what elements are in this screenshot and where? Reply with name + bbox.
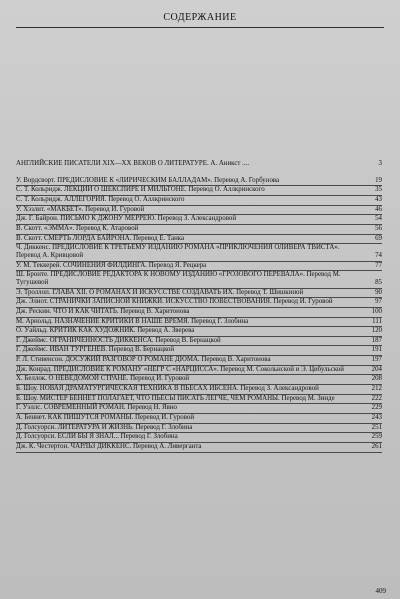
toc-entry-page: 69 <box>375 234 382 242</box>
page-number: 409 <box>375 587 386 595</box>
toc-entry <box>16 404 382 414</box>
toc-entry-page: 208 <box>371 375 382 383</box>
toc-entry-page: 35 <box>375 186 382 194</box>
toc-entry-page: 243 <box>371 414 382 422</box>
toc-entry-page: 85 <box>375 278 382 286</box>
table-of-contents <box>16 160 382 453</box>
toc-entry-title: А. Беннет. КАК ПИШУТСЯ РОМАНЫ. Перевод И. Гуровой <box>16 414 195 422</box>
toc-entry-page: 90 <box>375 288 382 296</box>
toc-entry <box>16 244 382 261</box>
toc-entry <box>16 424 382 434</box>
toc-entry-page: 111 <box>372 317 382 325</box>
toc-entry <box>16 186 382 196</box>
toc-entry-page: 204 <box>371 365 382 373</box>
toc-entry-page: 120 <box>371 327 382 335</box>
toc-entry-title: Х. Беллок. О НЕВЕДОМОЙ СТРАНЕ. Перевод И. Гуровой <box>16 375 190 383</box>
toc-entry-title: У. М. Теккерей. СОЧИНЕНИЯ ФИЛДИНГА. Перевод Я. Рецкера <box>16 261 207 269</box>
toc-entry-title: С. Т. Кольридж. ЛЕКЦИИ О ШЕКСПИРЕ И МИЛЬТОНЕ. Перевод О. Аллкринского <box>16 186 265 194</box>
toc-entry-title: Д. Голсуорси. ЛИТЕРАТУРА И ЖИЗНЬ. Перевод Г. Злобина <box>16 423 193 431</box>
toc-entry-page: 191 <box>371 346 382 354</box>
toc-entry-page: 74 <box>375 251 382 259</box>
toc-entry <box>16 337 382 347</box>
toc-entry <box>16 262 382 272</box>
toc-entry-page: 46 <box>375 205 382 213</box>
toc-entry-title: Д. Голсуорси. ЕСЛИ БЫ Я ЗНАЛ... Перевод Г. Злобина <box>16 433 178 441</box>
toc-entry <box>16 327 382 337</box>
toc-entry-title: О. Уайльд. КРИТИК КАК ХУДОЖНИК. Перевод А. Зверева <box>16 327 195 335</box>
toc-entry-title: Р. Л. Стивенсон. ДОСУЖИЙ РАЗГОВОР О РОМАНЕ ДЮМА. Перевод В. Харитонова <box>16 356 271 364</box>
toc-entry-title: Дж. Рескин. ЧТО И КАК ЧИТАТЬ. Перевод В. Харитонова <box>16 307 190 315</box>
toc-entry-page: 56 <box>375 224 382 232</box>
toc-entry-page: 187 <box>371 336 382 344</box>
toc-entry <box>16 225 382 235</box>
toc-entry <box>16 346 382 356</box>
toc-entry-title: АНГЛИЙСКИЕ ПИСАТЕЛИ XIX—XX ВЕКОВ О ЛИТЕРАТУРЕ. А. Аникст .... <box>16 160 250 167</box>
toc-entry <box>16 206 382 216</box>
toc-entry-title: Дж. К. Честертон. ЧАРЛЬЗ ДИККЕНС. Перевод А. Ливерганта <box>16 443 202 451</box>
toc-entry <box>16 298 382 308</box>
toc-entry <box>16 289 382 299</box>
toc-entry-title: Б. Шоу. НОВАЯ ДРАМАТУРГИЧЕСКАЯ ТЕХНИКА В ПЬЕСАХ ИБСЕНА. Перевод З. Александровой <box>16 385 319 393</box>
toc-entry-page: 19 <box>375 176 382 184</box>
toc-entry-title: У. Хэзлит. «МАКБЕТ». Перевод И. Гуровой <box>16 205 145 213</box>
toc-entry-title: У. Вордсворт. ПРЕДИСЛОВИЕ К «ЛИРИЧЕСКИМ БАЛЛАДАМ». Перевод А. Горбунова <box>16 176 280 184</box>
toc-entry <box>16 443 382 453</box>
toc-entry <box>16 414 382 424</box>
toc-entry-title: Дж. Элиот. СТРАНИЧКИ ЗАПИСНОЙ КНИЖКИ. ИСКУССТВО ПОВЕСТВОВАНИЯ. Перевод И. Гуровой <box>16 298 333 306</box>
contents-heading: СОДЕРЖАНИЕ <box>163 12 237 23</box>
toc-entry-title: Ч. Диккенс. ПРЕДИСЛОВИЕ К ТРЕТЬЕМУ ИЗДАНИЮ РОМАНА «ПРИКЛЮЧЕНИЯ ОЛИВЕРА ТВИСТА». Перевод А. Кривцовой <box>16 244 340 259</box>
toc-entry <box>16 395 382 405</box>
toc-entry-title: Дж. Г. Байрон. ПИСЬМО К ДЖОНУ МЕРРЕЮ. Перевод З. Александровой <box>16 215 237 223</box>
toc-entry-title: Ш. Бронте. ПРЕДИСЛОВИЕ РЕДАКТОРА К НОВОМУ ИЗДАНИЮ «ГРОЗОВОГО ПЕРЕВАЛА». Перевод М. Тугушевой <box>16 271 341 286</box>
toc-entry-page: 54 <box>375 215 382 223</box>
toc-entry <box>16 318 382 328</box>
toc-entry-title: Б. Шоу. МИСТЕР БЕННЕТ ПОЛАГАЕТ, ЧТО ПЬЕСЫ ПИСАТЬ ЛЕГЧЕ, ЧЕМ РОМАНЫ. Перевод М. Зинде <box>16 394 335 402</box>
toc-entry-page: 229 <box>371 404 382 412</box>
toc-entry-page: 100 <box>371 307 382 315</box>
toc-entry <box>16 196 382 206</box>
toc-entry-page: 97 <box>375 298 382 306</box>
toc-entry <box>16 308 382 318</box>
toc-entry <box>16 160 382 169</box>
toc-entry <box>16 366 382 376</box>
toc-entry-title: М. Арнольд. НАЗНАЧЕНИЕ КРИТИКИ В НАШЕ ВРЕМЯ. Перевод Г. Злобина <box>16 317 249 325</box>
toc-entry <box>16 385 382 395</box>
toc-entry-page: 251 <box>371 423 382 431</box>
toc-entry <box>16 356 382 366</box>
toc-entry-title: Г. Джеймс. ОГРАНИЧЕННОСТЬ ДИККЕНСА. Перевод В. Бернацкой <box>16 336 221 344</box>
toc-entry <box>16 235 382 245</box>
toc-entry-title: В. Скотт. СМЕРТЬ ЛОРДА БАЙРОНА. Перевод Е. Танка <box>16 234 185 242</box>
toc-entry-page: 222 <box>371 394 382 402</box>
toc-entry <box>16 375 382 385</box>
toc-entry-title: Г. Джеймс. ИВАН ТУРГЕНЕВ. Перевод В. Бернацкой <box>16 346 175 354</box>
toc-entry-title: Э. Троллоп. ГЛАВА XII. О РОМАНАХ И ИСКУССТВЕ СОЗДАВАТЬ ИХ. Перевод Т. Шишкиной <box>16 288 304 296</box>
toc-entry <box>16 215 382 225</box>
toc-entry-page: 259 <box>371 433 382 441</box>
toc-entry-title: С. Т. Кольридж. АЛЛЕГОРИЯ. Перевод О. Аллкринского <box>16 195 185 203</box>
toc-entry-title: Дж. Конрад. ПРЕДИСЛОВИЕ К РОМАНУ «НЕГР С «НАРЦИССА». Перевод М. Сокольнской и Э. Цибульской <box>16 365 344 373</box>
toc-entry-page: 77 <box>375 261 382 269</box>
heading-rule <box>16 27 384 28</box>
toc-entry-page: 212 <box>371 385 382 393</box>
toc-entry-page: 3 <box>378 160 382 167</box>
toc-entry <box>16 433 382 443</box>
toc-entry-page: 197 <box>371 356 382 364</box>
toc-entry-title: Г. Уэллс. СОВРЕМЕННЫЙ РОМАН. Перевод Н. Явно <box>16 404 177 412</box>
toc-entry-title: В. Скотт. «ЭММА». Перевод К. Атаровой <box>16 224 139 232</box>
toc-entry <box>16 271 382 288</box>
toc-entry <box>16 177 382 187</box>
toc-entry-page: 43 <box>375 195 382 203</box>
toc-entry-page: 261 <box>371 443 382 451</box>
